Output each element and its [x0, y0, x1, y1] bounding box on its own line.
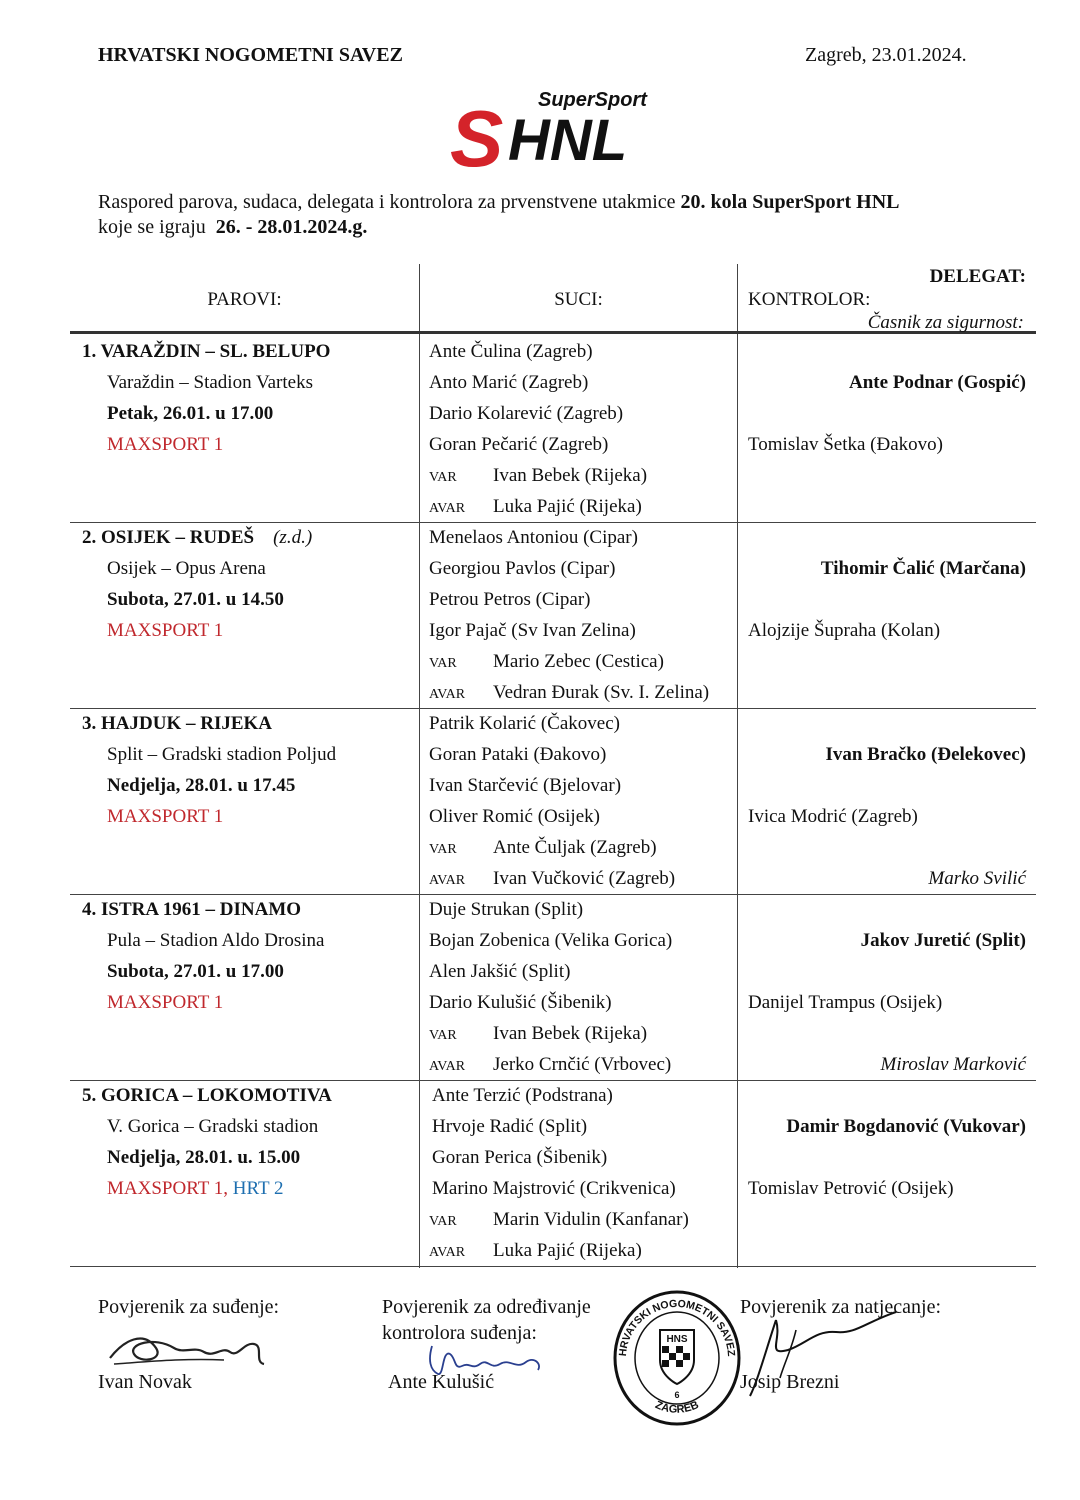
referee-name: Georgiou Pavlos (Cipar) [429, 558, 616, 579]
referee-name: Ivan Starčević (Bjelovar) [429, 775, 622, 796]
delegate-name: Ante Podnar (Gospić) [849, 372, 1026, 393]
tv-channel: MAXSPORT 1 [107, 992, 224, 1013]
hns-zagreb-stamp [612, 1288, 742, 1428]
footer-left-name: Ivan Novak [98, 1371, 192, 1393]
security-officer: Marko Svilić [928, 868, 1026, 889]
footer-mid-title-2: kontrolora suđenja: [382, 1322, 537, 1344]
referee-name: Ante Čulina (Zagreb) [429, 341, 593, 362]
referee-name: Goran Pečarić (Zagreb) [429, 434, 609, 455]
intro-round: 20. kola SuperSport HNL [680, 191, 900, 213]
controller-name: Alojzije Šupraha (Kolan) [748, 620, 941, 641]
signature-ante-kulusic [420, 1340, 550, 1380]
match-title [82, 894, 301, 925]
footer-left-title: Povjerenik za suđenje: [98, 1296, 280, 1318]
match-date: Nedjelja, 28.01. u 17.45 [107, 775, 296, 796]
controller-name: Tomislav Šetka (Đakovo) [748, 434, 943, 455]
tv-channel: MAXSPORT 1 [107, 434, 224, 455]
header-delegat: DELEGAT: [929, 266, 1026, 287]
supersport-hnl-logo [448, 80, 663, 180]
svg-text:S: S [450, 94, 504, 180]
referee-name: Oliver Romić (Osijek) [429, 806, 600, 827]
avar-name: Ivan Vučković (Zagreb) [493, 868, 676, 889]
referee-name: Ante Terzić (Podstrana) [432, 1085, 613, 1106]
var-label: VAR [429, 470, 457, 485]
intro-text-a: Raspored parova, sudaca, delegata i kontrolora za prvenstvene utakmice [98, 191, 676, 213]
footer-mid-name: Ante Kulušić [388, 1371, 495, 1393]
match-teams: 1. VARAŽDIN – SL. BELUPO [82, 341, 331, 362]
signature-ivan-novak [104, 1318, 274, 1370]
column-divider-2 [737, 264, 738, 1268]
match-note: (z.d.) [273, 527, 313, 548]
match-venue: Split – Gradski stadion Poljud [107, 744, 337, 765]
match-date: Subota, 27.01. u 17.00 [107, 961, 284, 982]
match-broadcast [107, 429, 223, 460]
match-broadcast [107, 801, 223, 832]
organization-name: HRVATSKI NOGOMETNI SAVEZ [98, 44, 403, 66]
match-title [82, 336, 330, 367]
avar-name: Jerko Crnčić (Vrbovec) [493, 1054, 672, 1075]
controller-name: Ivica Modrić (Zagreb) [748, 806, 918, 827]
controller-name: Danijel Trampus (Osijek) [748, 992, 943, 1013]
delegate-name: Damir Bogdanović (Vukovar) [786, 1116, 1026, 1137]
avar-name: Luka Pajić (Rijeka) [493, 1240, 642, 1261]
var-label: VAR [429, 1028, 457, 1043]
referee-name: Igor Pajač (Sv Ivan Zelina) [429, 620, 636, 641]
header-parovi: PAROVI: [207, 289, 282, 310]
match-broadcast [107, 987, 223, 1018]
match-broadcast [107, 615, 223, 646]
avar-name: Vedran Đurak (Sv. I. Zelina) [493, 682, 710, 703]
avar-referee [429, 677, 709, 710]
referee-name: Marino Majstrović (Crikvenica) [432, 1178, 676, 1199]
match-venue: V. Gorica – Gradski stadion [107, 1116, 319, 1137]
avar-label: AVAR [429, 501, 466, 516]
match-title [82, 708, 272, 739]
avar-label: AVAR [429, 1245, 466, 1260]
var-label: VAR [429, 1214, 457, 1229]
match-teams: 4. ISTRA 1961 – DINAMO [82, 899, 302, 920]
delegate-name: Ivan Bračko (Đelekovec) [825, 744, 1026, 765]
avar-label: AVAR [429, 1059, 466, 1074]
footer-right-title: Povjerenik za natjecanje: [740, 1296, 942, 1318]
delegate-name: Jakov Juretić (Split) [860, 930, 1026, 951]
avar-referee [429, 491, 642, 524]
var-label: VAR [429, 842, 457, 857]
controller-name: Tomislav Petrović (Osijek) [748, 1178, 954, 1199]
var-name: Ivan Bebek (Rijeka) [493, 465, 648, 486]
match-date: Nedjelja, 28.01. u. 15.00 [107, 1147, 301, 1168]
referee-name: Alen Jakšić (Split) [429, 961, 571, 982]
place-date: Zagreb, 23.01.2024. [805, 44, 967, 66]
var-name: Ante Čuljak (Zagreb) [493, 837, 657, 858]
var-referee [429, 646, 664, 679]
referee-name: Bojan Zobenica (Velika Gorica) [429, 930, 673, 951]
referee-name: Dario Kulušić (Šibenik) [429, 992, 612, 1013]
referee-name: Anto Marić (Zagreb) [429, 372, 589, 393]
referee-name: Hrvoje Radić (Split) [432, 1116, 588, 1137]
var-referee [429, 1018, 647, 1051]
tv-channel: MAXSPORT 1, [107, 1178, 228, 1199]
svg-text:HRVATSKI NOGOMETNI SAVEZ: HRVATSKI NOGOMETNI SAVEZ [616, 1297, 738, 1357]
referee-name: Dario Kolarević (Zagreb) [429, 403, 624, 424]
tv-channel: MAXSPORT 1 [107, 620, 224, 641]
delegate-name: Tihomir Čalić (Marčana) [820, 558, 1026, 579]
avar-label: AVAR [429, 873, 466, 888]
svg-text:ZAGREB: ZAGREB [653, 1399, 701, 1416]
match-title [82, 1080, 332, 1111]
match-date: Subota, 27.01. u 14.50 [107, 589, 284, 610]
match-title [82, 522, 312, 553]
avar-referee [429, 1235, 642, 1268]
header-suci: SUCI: [554, 289, 603, 310]
svg-text:HNS: HNS [666, 1334, 688, 1345]
referee-name: Duje Strukan (Split) [429, 899, 584, 920]
intro-dates: 26. - 28.01.2024.g. [215, 216, 368, 238]
intro-text-c: koje se igraju [98, 216, 206, 238]
var-label: VAR [429, 656, 457, 671]
signature-josip-brezni [736, 1300, 906, 1400]
avar-referee [429, 1049, 671, 1082]
match-broadcast [107, 1173, 284, 1204]
referee-name: Goran Perica (Šibenik) [432, 1147, 608, 1168]
var-referee [429, 1204, 689, 1237]
avar-label: AVAR [429, 687, 466, 702]
footer-right-name: Josip Brezni [740, 1371, 840, 1393]
var-referee [429, 460, 647, 493]
svg-text:HNL: HNL [508, 108, 628, 173]
match-venue: Osijek – Opus Arena [107, 558, 266, 579]
match-teams: 3. HAJDUK – RIJEKA [82, 713, 273, 734]
referee-name: Goran Pataki (Đakovo) [429, 744, 607, 765]
header-kontrolor: KONTROLOR: [748, 289, 871, 310]
intro-paragraph [98, 190, 1012, 240]
footer-mid-title-1: Povjerenik za određivanje [382, 1296, 591, 1318]
header-casnik: Časnik za sigurnost: [867, 312, 1024, 333]
var-name: Marin Vidulin (Kanfanar) [493, 1209, 689, 1230]
column-divider-1 [419, 264, 420, 1268]
match-venue: Pula – Stadion Aldo Drosina [107, 930, 325, 951]
referee-name: Menelaos Antoniou (Cipar) [429, 527, 638, 548]
svg-text:6: 6 [674, 1390, 680, 1400]
var-name: Mario Zebec (Cestica) [493, 651, 664, 672]
var-name: Ivan Bebek (Rijeka) [493, 1023, 648, 1044]
tv-channel: HRT 2 [232, 1178, 284, 1199]
avar-referee [429, 863, 675, 896]
referee-name: Patrik Kolarić (Čakovec) [429, 713, 620, 734]
security-officer: Miroslav Marković [880, 1054, 1026, 1075]
match-date: Petak, 26.01. u 17.00 [107, 403, 274, 424]
match-venue: Varaždin – Stadion Varteks [107, 372, 313, 393]
match-teams: 5. GORICA – LOKOMOTIVA [82, 1085, 332, 1106]
match-teams: 2. OSIJEK – RUDEŠ [82, 527, 255, 548]
var-referee [429, 832, 657, 865]
tv-channel: MAXSPORT 1 [107, 806, 224, 827]
referee-name: Petrou Petros (Cipar) [429, 589, 591, 610]
avar-name: Luka Pajić (Rijeka) [493, 496, 642, 517]
svg-text:SuperSport: SuperSport [538, 89, 647, 111]
